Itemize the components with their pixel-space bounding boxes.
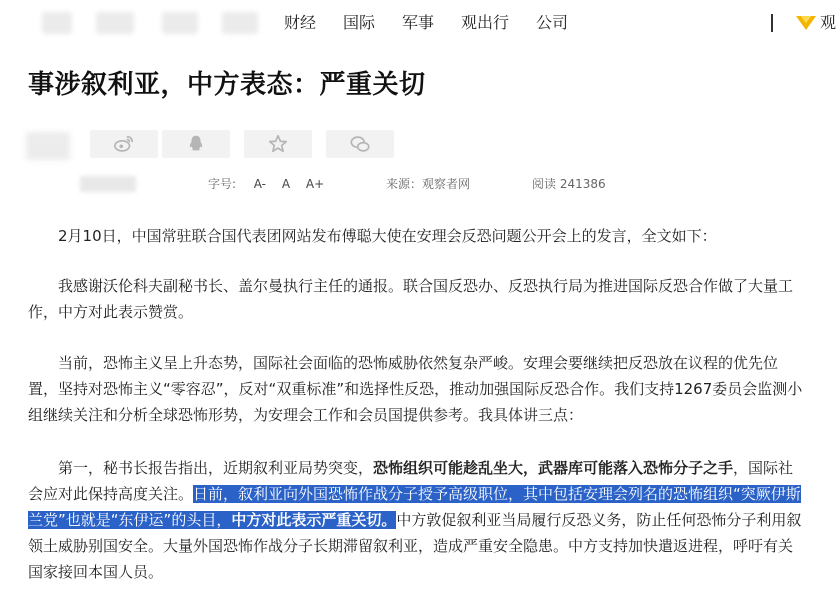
font-size-increase-button[interactable]: A+ [305, 177, 325, 191]
wechat-icon [349, 133, 371, 155]
paragraph-4-bold: 恐怖组织可能趁乱坐大，武器库可能落入恐怖分子之手 [373, 459, 734, 477]
paragraph-4 [28, 455, 803, 585]
nav-link-company[interactable]: 公司 [536, 13, 569, 32]
qq-penguin-icon [185, 133, 207, 155]
blurred-nav-item [162, 12, 198, 34]
brand-text[interactable]: 观 [820, 13, 836, 32]
blurred-nav-item [222, 12, 258, 34]
article-read-count: 阅读 241386 [532, 177, 606, 191]
nav-link-finance[interactable]: 财经 [284, 13, 317, 32]
nav-link-international[interactable]: 国际 [343, 13, 376, 32]
star-icon [267, 133, 289, 155]
share-qq-button[interactable] [162, 130, 230, 158]
font-size-default-button[interactable]: A [281, 177, 291, 191]
paragraph-4-text: 中方敦促叙利亚当局履行反恐义务，防止任何恐怖分子利用叙领土威胁别国安全。大量外国恐怖作战分子长期滞留叙利亚，造成严重安全隐患。中方支持加快遣返进程，呼吁有关国家接回本国人员。 [28, 511, 802, 581]
weibo-icon [113, 133, 135, 155]
blurred-author [80, 176, 136, 192]
share-weibo-button[interactable] [90, 130, 158, 158]
font-size-control [208, 176, 336, 192]
share-wechat-button[interactable] [326, 130, 394, 158]
favorite-button[interactable] [244, 130, 312, 158]
font-size-decrease-button[interactable]: A- [253, 177, 266, 191]
paragraph-1: 2月10日，中国常驻联合国代表团网站发布傅聪大使在安理会反恐问题公开会上的发言，全文如下： [58, 227, 717, 245]
paragraph-4-text: ，国际社会应对此保持高度关注。 [28, 459, 794, 503]
nav-divider [771, 14, 773, 32]
blurred-nav-item [96, 12, 134, 34]
article-source: 来源：观察者网 [386, 177, 471, 191]
article-title: 事涉叙利亚，中方表态：严重关切 [28, 70, 426, 100]
blurred-share-item [26, 132, 70, 160]
nav-link-travel[interactable]: 观出行 [461, 13, 510, 32]
selected-text-bold: 中方对此表示严重关切。 [231, 511, 397, 529]
blurred-nav-item [42, 12, 72, 34]
top-navigation [0, 0, 836, 48]
paragraph-3: 当前，恐怖主义呈上升态势，国际社会面临的恐怖威胁依然复杂严峻。安理会要继续把反恐放在议程的优先位置，坚持对恐怖主义“零容忍”，反对“双重标准”和选择性反恐，推动加强国际反恐合作。我们支持1267委员会监测小组继续关注和分析全球恐怖形势，为安理会工作和会员国提供参考。我具体讲三点： [28, 354, 803, 424]
brand-logo-icon[interactable] [795, 14, 817, 32]
font-size-label: 字号: [208, 177, 237, 191]
paragraph-2: 我感谢沃伦科夫副秘书长、盖尔曼执行主任的通报。联合国反恐办、反恐执行局为推进国际反恐合作做了大量工作，中方对此表示赞赏。 [28, 277, 794, 321]
selected-text-part: 日前，叙利亚向外国恐怖作战分子授予高级职位，其中包括安理会列名的恐怖组织“突厥伊斯兰党”也就是“东伊运”的头目， [28, 485, 801, 529]
paragraph-4-text: 第一，秘书长报告指出，近期叙利亚局势突变， [58, 459, 374, 477]
nav-link-military[interactable]: 军事 [402, 13, 435, 32]
